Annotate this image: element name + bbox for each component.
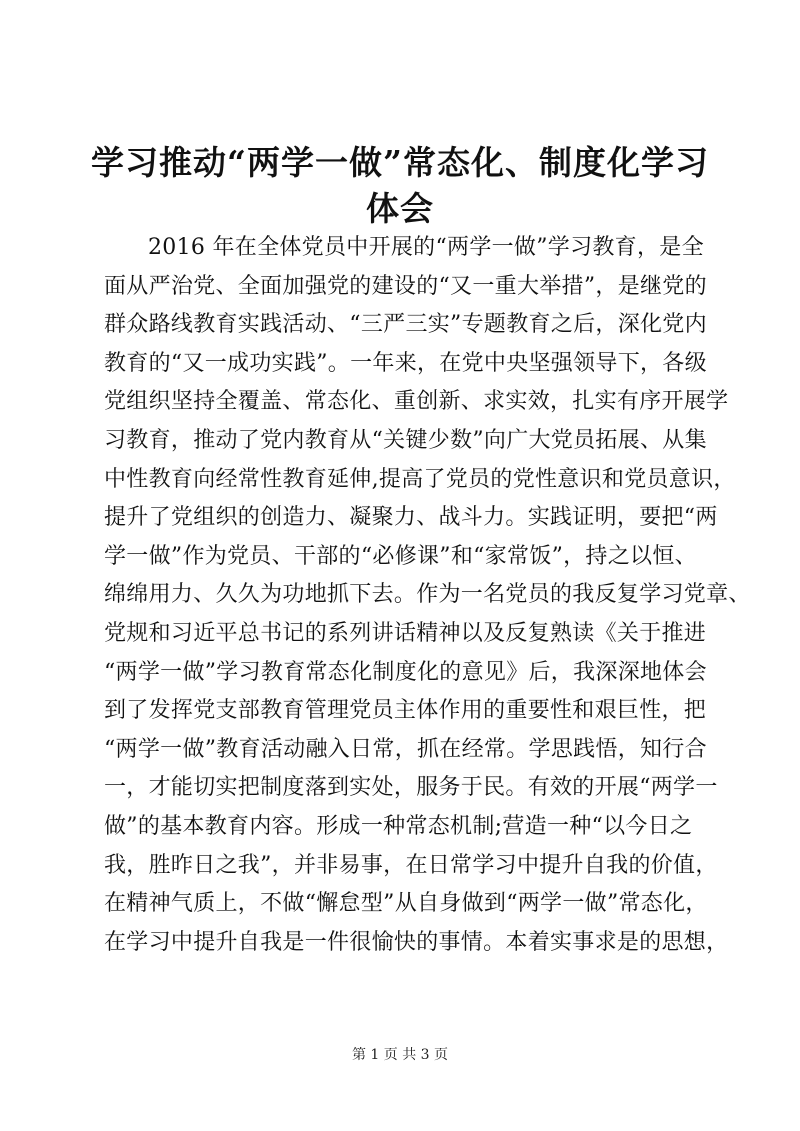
body-line: 我，胜昨日之我”，并非易事，在日常学习中提升自我的价值，: [104, 852, 718, 878]
body-line: 到了发挥党支部教育管理党员主体作用的重要性和艰巨性，把: [104, 698, 707, 724]
body-line: 党规和习近平总书记的系列讲话精神以及反复熟读《关于推进: [104, 620, 707, 646]
body-line: 习教育，推动了党内教育从“关键少数”向广大党员拓展、从集: [104, 427, 707, 453]
body-line: 在学习中提升自我是一件很愉快的事情。本着实事求是的思想，: [104, 929, 729, 955]
body-line: 教育的“又一成功实践”。一年来，在党中央坚强领导下，各级: [104, 350, 707, 376]
body-line: 一，才能切实把制度落到实处，服务于民。有效的开展“两学一: [104, 775, 718, 801]
document-title: 学习推动“两学一做”常态化、制度化学习体会: [91, 143, 709, 228]
body-line: 在精神气质上，不做“懈怠型”从自身做到“两学一做”常态化，: [104, 891, 708, 917]
body-line: 提升了党组织的创造力、凝聚力、战斗力。实践证明，要把“两: [104, 505, 718, 531]
body-line: 2016 年在全体党员中开展的“两学一做”学习教育，是全: [148, 235, 704, 260]
body-line: 绵绵用力、久久为功地抓下去。作为一名党员的我反复学习党章、: [104, 582, 751, 608]
body-line: 做”的基本教育内容。形成一种常态机制;营造一种“以今日之: [104, 813, 693, 839]
document-body: [104, 229, 751, 962]
body-line: “两学一做”学习教育常态化制度化的意见》后，我深深地体会: [104, 659, 707, 685]
body-line: 面从严治党、全面加强党的建设的“又一重大举措”，是继党的: [104, 273, 707, 299]
body-line: 学一做”作为党员、干部的“必修课”和“家常饭”，持之以恒、: [104, 543, 697, 569]
body-line: 党组织坚持全覆盖、常态化、重创新、求实效，扎实有序开展学: [104, 389, 729, 415]
body-line: “两学一做”教育活动融入日常，抓在经常。学思践悟，知行合: [104, 736, 707, 762]
body-line: 群众路线教育实践活动、“三严三实”专题教育之后，深化党内: [104, 312, 707, 338]
page-number-footer: 第 1 页 共 3 页: [351, 1047, 449, 1063]
body-line: 中性教育向经常性教育延伸,提高了党员的党性意识和党员意识，: [104, 466, 736, 492]
